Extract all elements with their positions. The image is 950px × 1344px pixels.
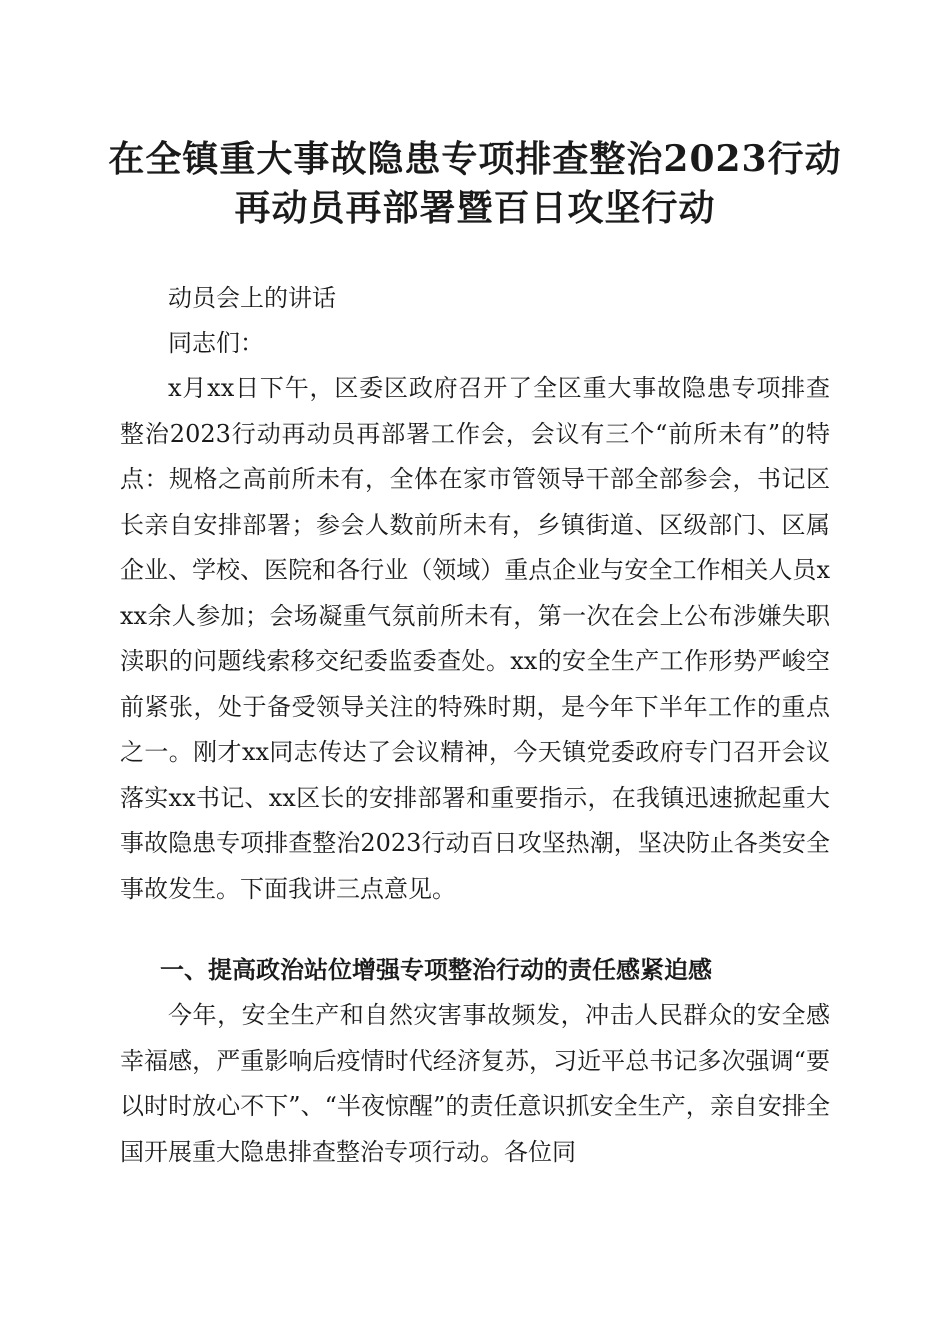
salutation: 同志们：: [168, 329, 264, 357]
paragraph-1: x月xx日下午，区委区政府召开了全区重大事故隐患专项排查整治2023行动再动员再部署工作会，会议有三个“前所未有”的特点：规格之高前所未有，全体在家市管领导干部全部参会，书记区长亲自安排部署；参会人数前所未有，乡镇街道、区级部门、区属企业、学校、医院和各行业（领域）重点企业与安全工作相关人员xxx余人参加；会场凝重气氛前所未有，第一次在会上公布涉嫌失职渎职的问题线索移交纪委监委查处。xx的安全生产工作形势严峻空前紧张，处于备受领导关注的特殊时期，是今年下半年工作的重点之一。刚才xx同志传达了会议精神，今天镇党委政府专门召开会议落实xx书记、xx区长的安排部署和重要指示，在我镇迅速掀起重大事故隐患专项排查整治2023行动百日攻坚热潮，坚决防止各类安全事故发生。下面我讲三点意见。: [120, 374, 830, 903]
document-title-line-1: 在全镇重大事故隐患专项排查整治2023行动: [108, 138, 842, 180]
document-title-line-2: 再动员再部署暨百日攻坚行动: [234, 187, 716, 229]
paragraph-2: 今年，安全生产和自然灾害事故频发，冲击人民群众的安全感幸福感，严重影响后疫情时代经济复苏，习近平总书记多次强调“要以时时放心不下”、“半夜惊醒”的责任意识抓安全生产，亲自安排全国开展重大隐患排查整治专项行动。各位同: [120, 1001, 830, 1166]
section-heading-1: 一、提高政治站位增强专项整治行动的责任感紧迫感: [160, 956, 712, 984]
document-subtitle: 动员会上的讲话: [168, 284, 336, 312]
